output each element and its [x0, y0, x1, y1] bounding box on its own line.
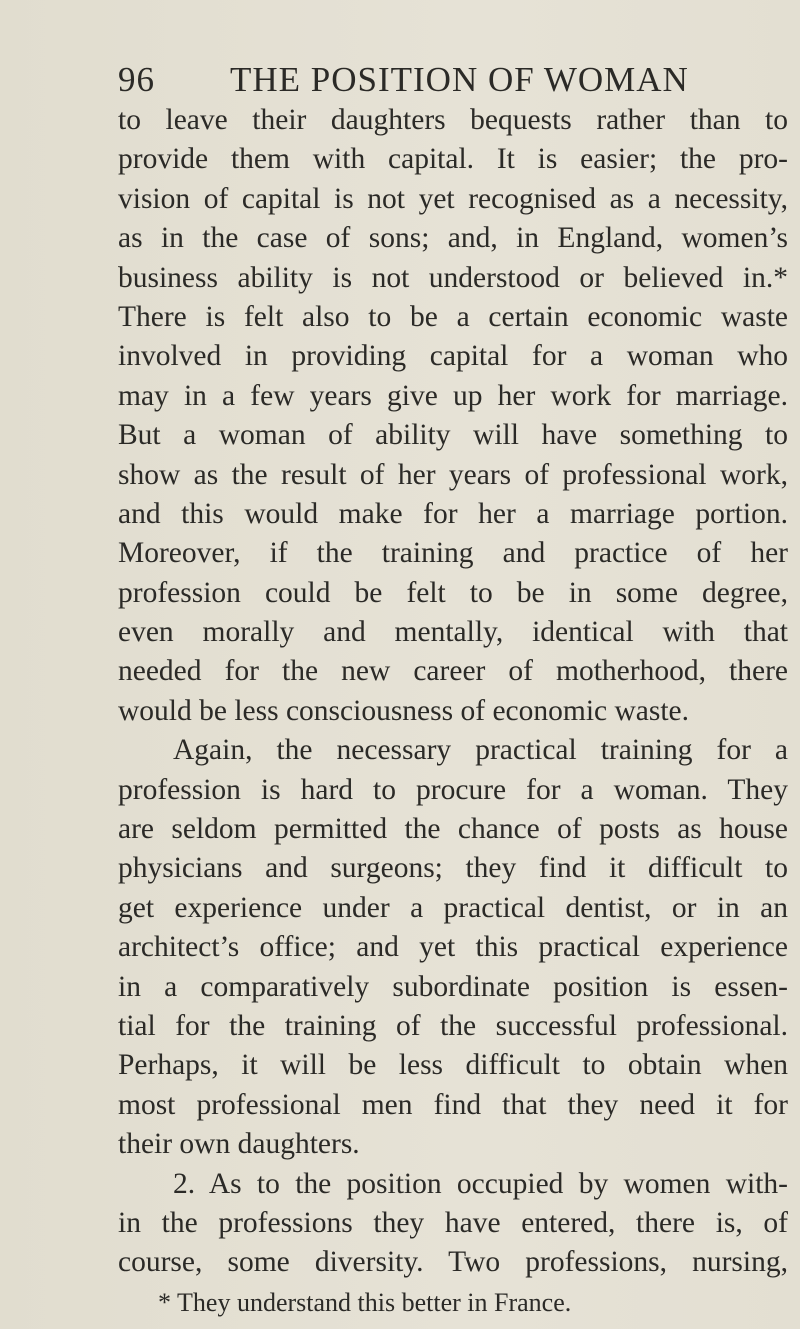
text-line: provide them with capital. It is easier; the pro-	[118, 143, 788, 176]
text-line: and this would make for her a marriage portion.	[118, 497, 788, 530]
text-line: physicians and surgeons; they find it difficult to	[118, 852, 788, 885]
text-line: architect’s office; and yet this practical experience	[118, 931, 788, 964]
text-line: vision of capital is not yet recognised as a necessity,	[118, 182, 788, 215]
text-line: 2. As to the position occupied by women with-	[173, 1167, 788, 1200]
text-line: business ability is not understood or believed in.*	[118, 261, 788, 294]
text-line: needed for the new career of motherhood, there	[118, 655, 788, 688]
text-line: are seldom permitted the chance of posts as house	[118, 813, 788, 846]
text-line: get experience under a practical dentist, or in an	[118, 891, 788, 924]
text-line: most professional men find that they need it for	[118, 1088, 788, 1121]
text-line: in a comparatively subordinate position is essen-	[118, 970, 788, 1003]
text-line: course, some diversity. Two professions, nursing,	[118, 1246, 788, 1279]
text-line: may in a few years give up her work for marriage.	[118, 379, 788, 412]
text-line: involved in providing capital for a woman who	[118, 340, 788, 373]
text-line: their own daughters.	[118, 1128, 360, 1161]
text-line: show as the result of her years of professional work,	[118, 458, 788, 491]
footnote: * They understand this better in France.	[158, 1287, 572, 1317]
running-title: THE POSITION OF WOMAN	[230, 60, 689, 99]
text-line: as in the case of sons; and, in England, women’s	[118, 222, 788, 255]
text-line: Again, the necessary practical training for a	[173, 734, 788, 767]
text-line: to leave their daughters bequests rather than to	[118, 104, 788, 136]
text-line: would be less consciousness of economic waste.	[118, 694, 690, 727]
running-header	[118, 60, 798, 100]
text-line: profession is hard to procure for a woman. They	[118, 773, 788, 806]
text-line: in the professions they have entered, there is, of	[118, 1206, 788, 1239]
text-line: There is felt also to be a certain economic waste	[118, 300, 788, 333]
text-line: Perhaps, it will be less difficult to obtain when	[118, 1049, 788, 1082]
body-text	[118, 101, 788, 1322]
text-line: even morally and mentally, identical with that	[118, 616, 788, 649]
page-number: 96	[118, 60, 155, 99]
text-line: But a woman of ability will have something to	[118, 419, 788, 452]
text-line: tial for the training of the successful professional.	[118, 1009, 788, 1042]
text-line: profession could be felt to be in some degree,	[118, 576, 788, 609]
text-line: Moreover, if the training and practice of her	[118, 537, 788, 570]
